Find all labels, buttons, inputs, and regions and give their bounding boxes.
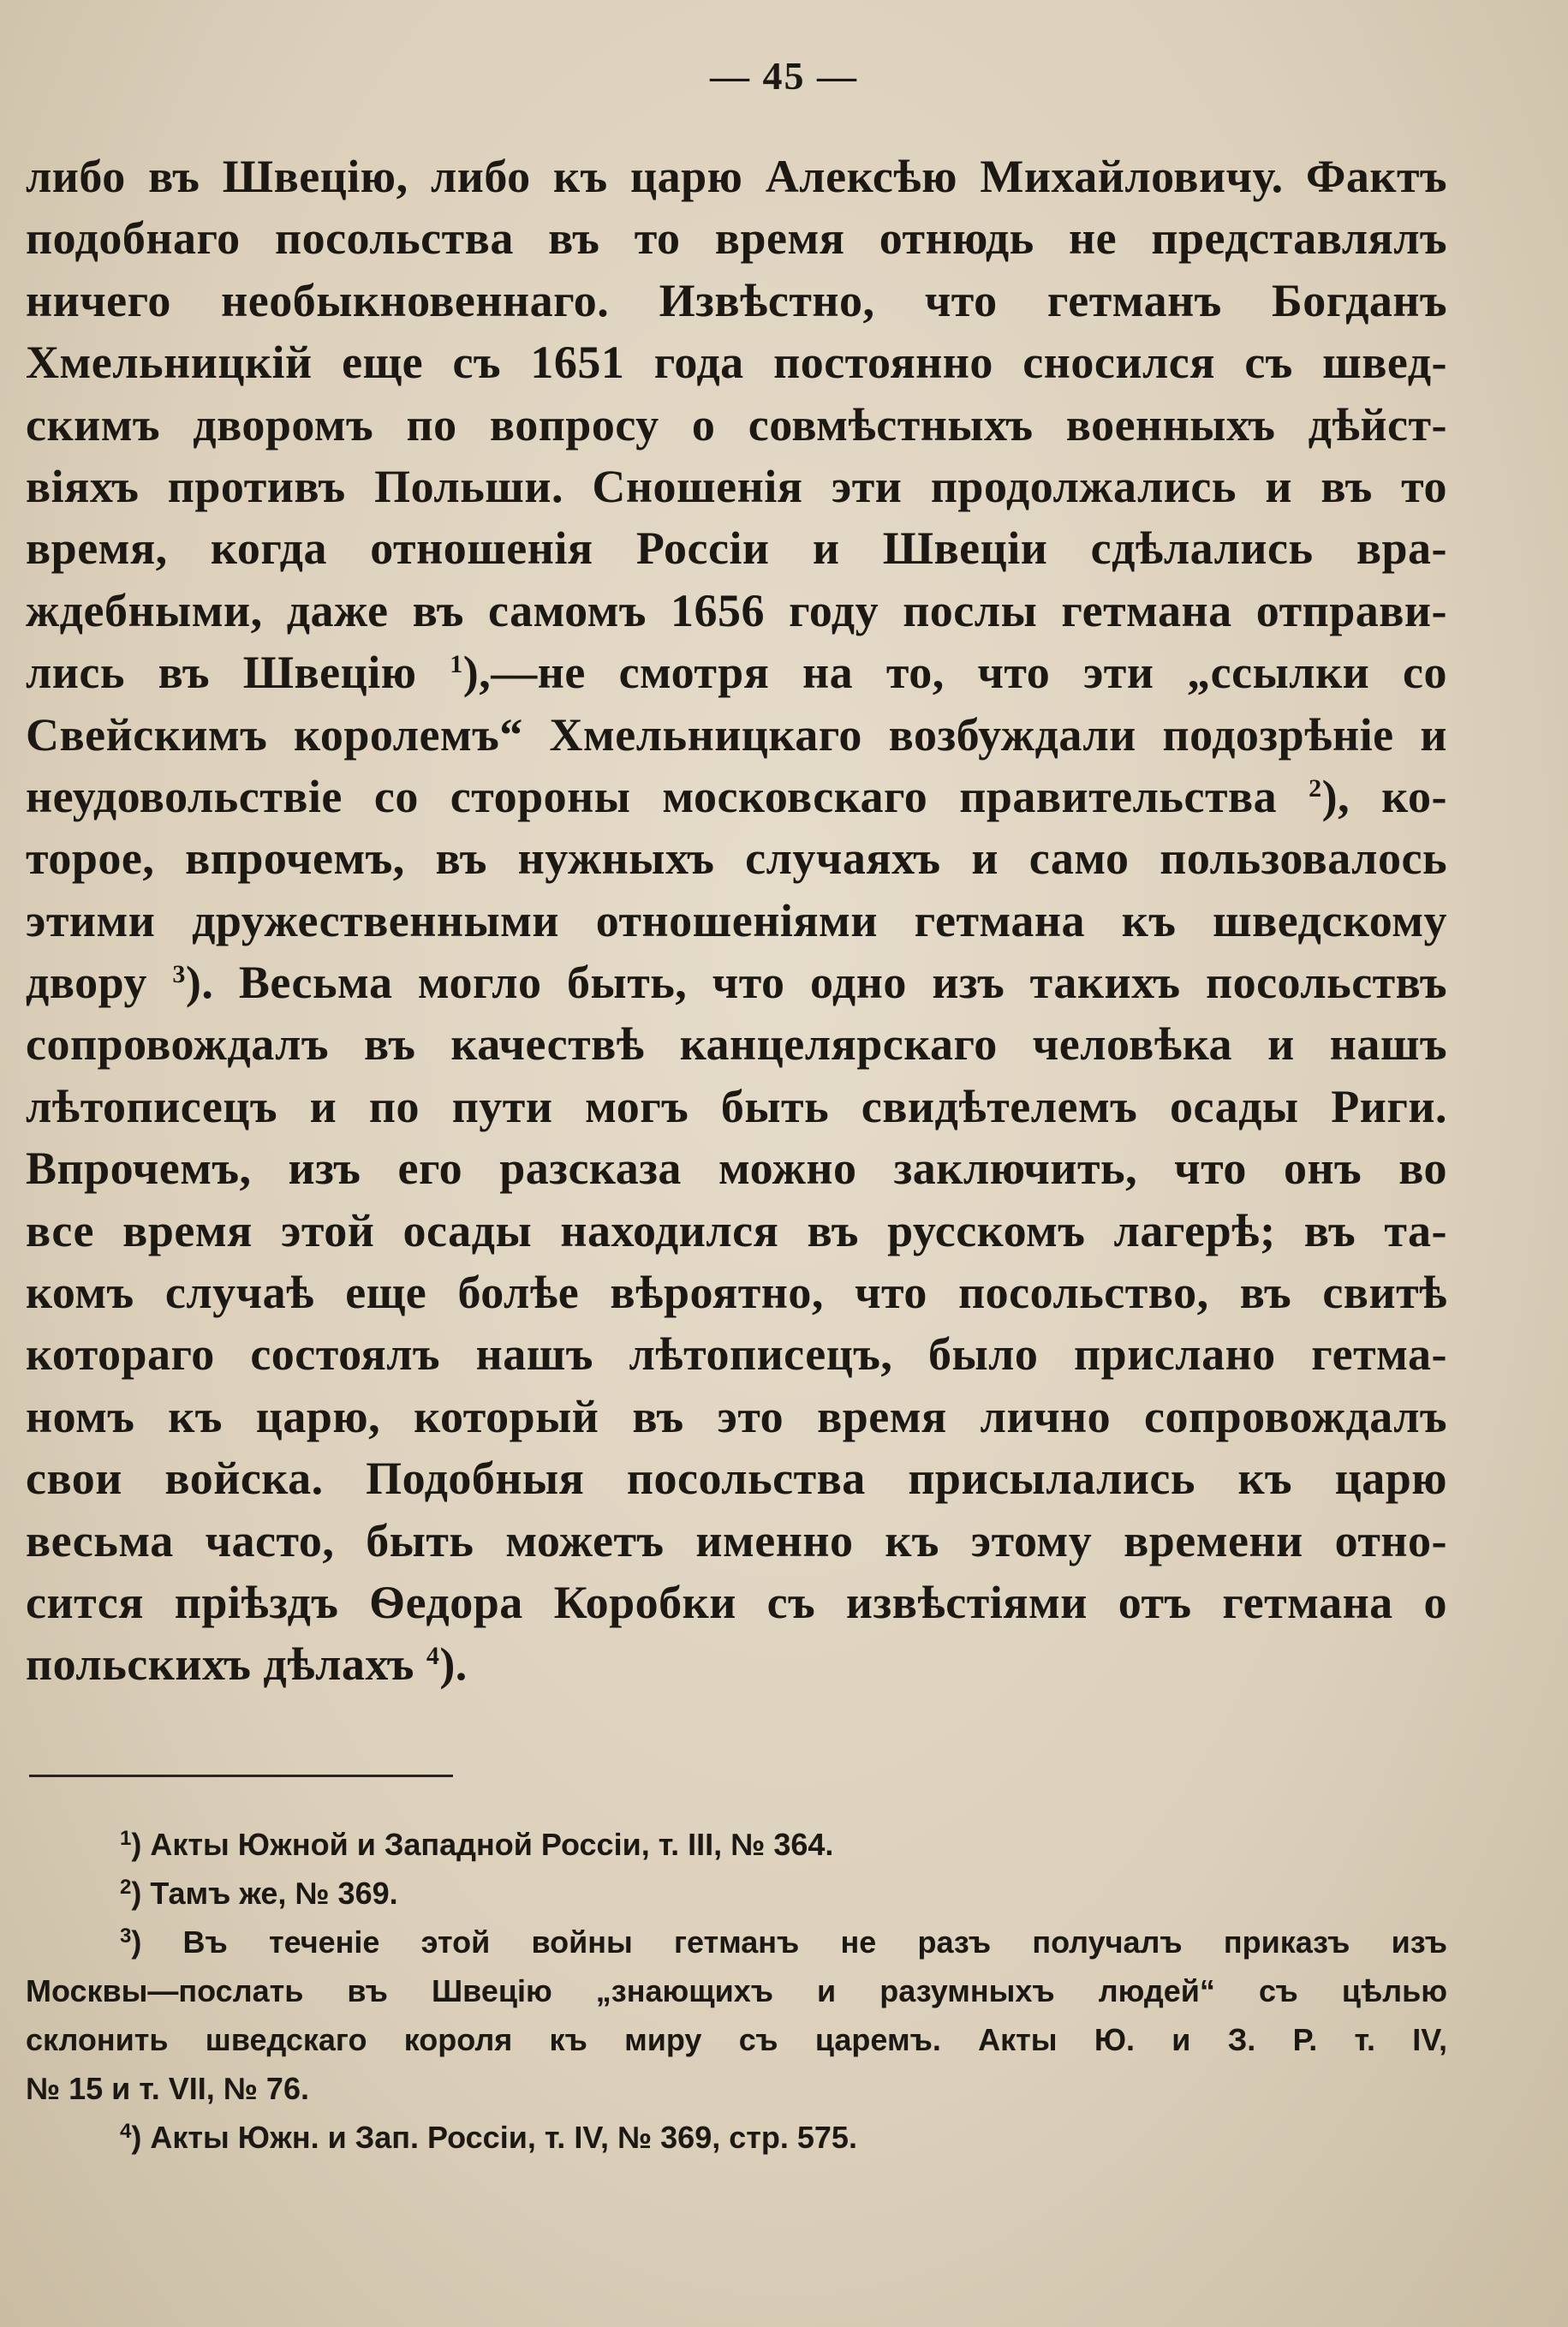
text-line: все время этой осады находился въ русскомъ лагерѣ; въ та- [26, 1204, 1447, 1256]
page-number: — 45 — [710, 54, 858, 98]
footnote-ref-1: 1 [450, 650, 463, 679]
main-text [26, 146, 1447, 1696]
footnote-ref-2: 2 [1309, 773, 1322, 803]
text-line: Впрочемъ, изъ его разсказа можно заключить, что онъ во [26, 1143, 1447, 1195]
text-line [26, 641, 1447, 703]
text-line: время, когда отношенія Россіи и Швеціи сдѣлались вра- [26, 522, 1447, 575]
footnote-marker: 1 [120, 1827, 132, 1850]
text-line: ничего необыкновеннаго. Извѣстно, что гетманъ Богданъ [26, 274, 1447, 326]
footnote-3-cont: склонить шведскаго короля къ миру съ царемъ. Акты Ю. и З. Р. т. IV, [26, 2022, 1447, 2057]
text-line: торое, впрочемъ, въ нужныхъ случаяхъ и само пользовалось [26, 832, 1447, 885]
text-line: Свейскимъ королемъ“ Хмельницкаго возбуждали подозрѣніе и [26, 708, 1447, 761]
footnote-text: ) Тамъ же, № 369. [131, 1876, 398, 1911]
text-line: подобнаго посольства въ то время отнюдь не представлялъ [26, 212, 1447, 265]
footnotes [26, 1820, 1447, 2162]
footnote-3-cont: № 15 и т. VII, № 76. [26, 2071, 309, 2106]
footnote-text: ) Въ теченіе этой войны гетманъ не разъ получалъ приказъ изъ [131, 1924, 1447, 1960]
footnote-1 [26, 1820, 1447, 1869]
text-segment: ), ко- [1321, 770, 1447, 822]
text-line [26, 766, 1447, 827]
footnote-3 [26, 1918, 1447, 1966]
text-line: комъ случаѣ еще болѣе вѣроятно, что посольство, въ свитѣ [26, 1267, 1447, 1319]
text-segment: лись въ Швецію [26, 647, 450, 699]
text-line: номъ къ царю, который въ это время лично сопровождалъ [26, 1390, 1447, 1442]
footnote-marker: 2 [120, 1876, 132, 1899]
text-segment: неудовольствіе со стороны московскаго правительства [26, 770, 1309, 822]
footnote-3-cont: Москвы—послать въ Швецію „знающихъ и разумныхъ людей“ съ цѣлью [26, 1973, 1447, 2008]
text-segment: ). [439, 1638, 468, 1691]
text-segment: ),—не смотря на то, что эти „ссылки со [462, 647, 1448, 699]
text-line: котораго состоялъ нашъ лѣтописецъ, было прислано гетма- [26, 1328, 1447, 1381]
text-segment: двору [26, 957, 173, 1009]
text-line: свои войска. Подобныя посольства присылались къ царю [26, 1453, 1447, 1505]
text-segment: польскихъ дѣлахъ [26, 1638, 426, 1691]
text-line: лѣтописецъ и по пути могъ быть свидѣтелемъ осады Риги. [26, 1080, 1447, 1132]
footnote-marker: 3 [120, 1924, 132, 1948]
text-line: скимъ дворомъ по вопросу о совмѣстныхъ военныхъ дѣйст- [26, 398, 1447, 450]
footnote-divider [29, 1775, 453, 1777]
text-line [26, 952, 1447, 1013]
text-segment: ). Весьма могло быть, что одно изъ такихъ посольствъ [185, 957, 1447, 1009]
text-line: Хмельницкій еще съ 1651 года постоянно сносился съ швед- [26, 337, 1447, 389]
footnote-ref-3: 3 [172, 960, 186, 989]
text-line: сится пріѣздъ Ѳедора Коробки съ извѣстіями отъ гетмана о [26, 1576, 1447, 1628]
footnote-text: ) Акты Южн. и Зап. Россіи, т. IV, № 369, стр. 575. [131, 2120, 857, 2155]
text-line [26, 1633, 1447, 1695]
footnote-text: ) Акты Южной и Западной Россіи, т. III, № 364. [131, 1827, 834, 1862]
footnote-ref-4: 4 [426, 1642, 440, 1671]
text-line: віяхъ противъ Польши. Сношенія эти продолжались и въ то [26, 460, 1447, 512]
text-line: весьма часто, быть можетъ именно къ этому времени отно- [26, 1514, 1447, 1566]
text-line: этими дружественными отношеніями гетмана къ шведскому [26, 894, 1447, 946]
text-line: либо въ Швецію, либо къ царю Алексѣю Михайловичу. Фактъ [26, 151, 1447, 202]
text-line: ждебными, даже въ самомъ 1656 году послы гетмана отправи- [26, 584, 1447, 636]
text-line: сопровождалъ въ качествѣ канцелярскаго человѣка и нашъ [26, 1018, 1447, 1071]
footnote-2 [26, 1869, 1447, 1918]
footnote-4 [26, 2113, 1447, 2162]
footnote-marker: 4 [120, 2120, 132, 2143]
